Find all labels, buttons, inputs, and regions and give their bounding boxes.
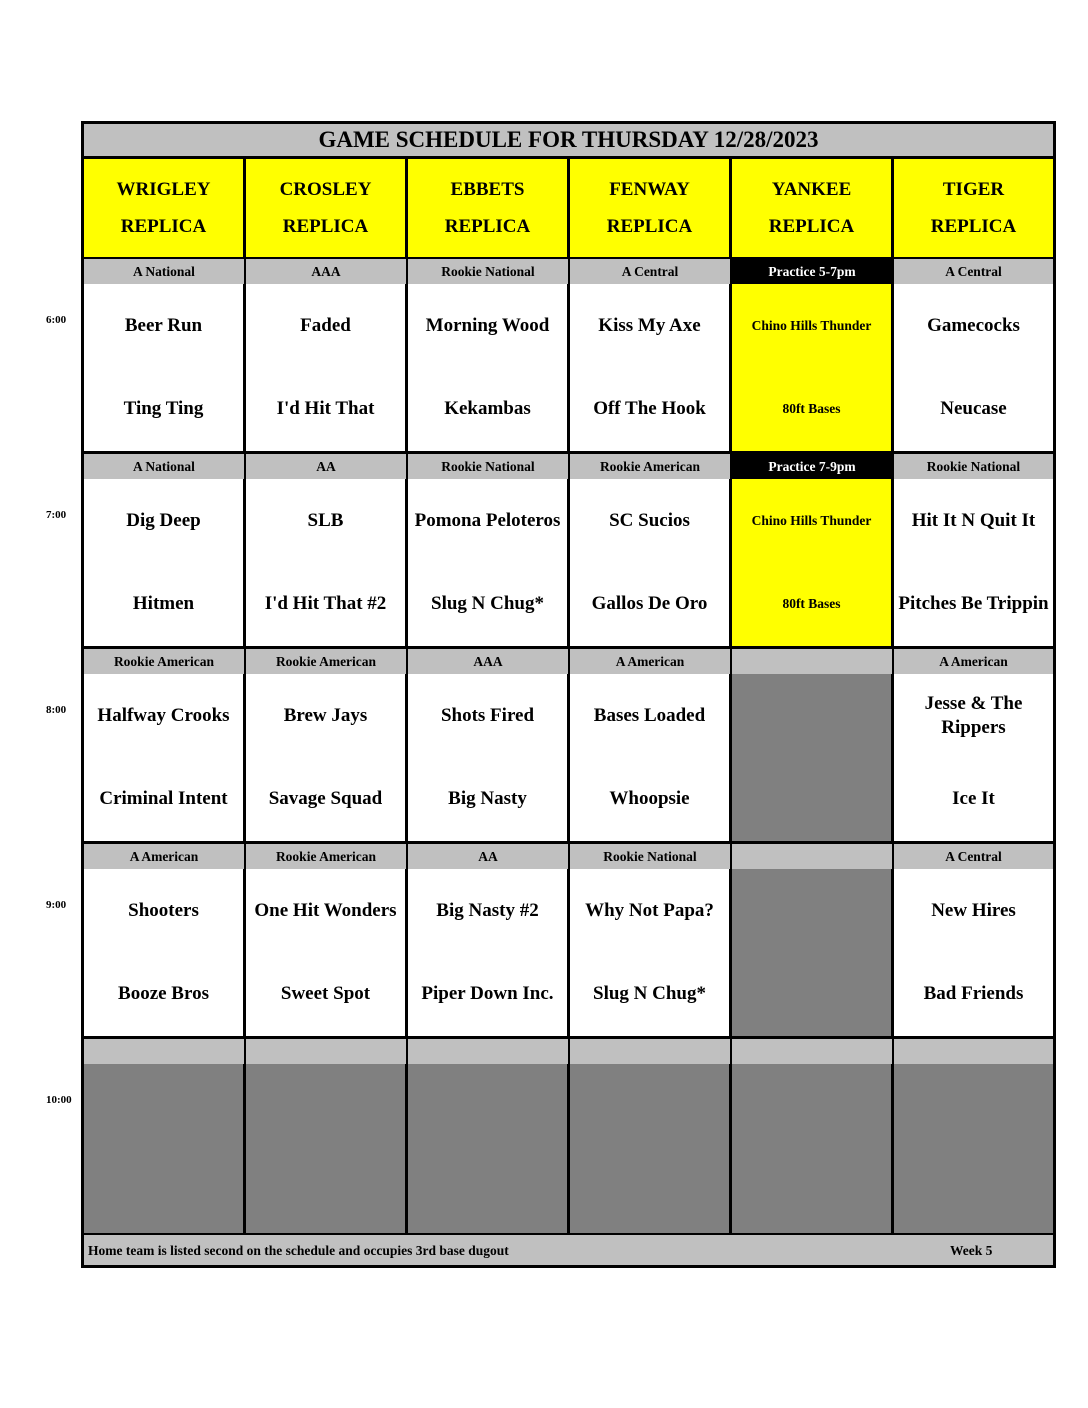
game-cell xyxy=(570,869,732,1039)
home-team: Pitches Be Trippin xyxy=(898,593,1049,615)
game-cell xyxy=(408,284,570,454)
home-team: Hitmen xyxy=(132,593,195,615)
home-team: Off The Hook xyxy=(593,398,706,420)
away-team: Hit It N Quit It xyxy=(911,509,1036,531)
away-team: Dig Deep xyxy=(126,509,201,531)
game-cell xyxy=(246,284,408,454)
division-label xyxy=(732,649,894,674)
home-team: Ice It xyxy=(952,788,995,810)
division-label: A Central xyxy=(894,844,1053,869)
home-team: Big Nasty xyxy=(448,788,527,810)
division-label: Rookie American xyxy=(246,844,408,869)
week-label: Week 5 xyxy=(950,1243,993,1258)
field-subtitle: REPLICA xyxy=(444,216,531,237)
away-team: One Hit Wonders xyxy=(254,899,397,921)
home-team: Slug N Chug* xyxy=(431,593,544,615)
field-header xyxy=(732,159,894,259)
unused-slot xyxy=(246,1064,408,1234)
away-team: Shots Fired xyxy=(440,704,535,726)
field-header xyxy=(894,159,1053,259)
away-team: SLB xyxy=(307,509,344,531)
game-cell xyxy=(408,869,570,1039)
division-label: A American xyxy=(570,649,732,674)
division-label: Rookie American xyxy=(570,454,732,479)
home-team: I'd Hit That xyxy=(276,398,375,420)
home-team: Booze Bros xyxy=(118,983,209,1005)
division-label xyxy=(408,1039,570,1064)
game-cell xyxy=(570,284,732,454)
away-team: Shooters xyxy=(128,899,199,921)
division-label: A American xyxy=(894,649,1053,674)
division-label: Practice 5-7pm xyxy=(732,259,894,284)
home-team: 80ft Bases xyxy=(782,596,841,612)
away-team: Chino Hills Thunder xyxy=(751,317,872,333)
game-cell xyxy=(894,674,1053,844)
division-label: Rookie American xyxy=(246,649,408,674)
home-team: Sweet Spot xyxy=(280,983,371,1005)
home-team: Gallos De Oro xyxy=(591,593,708,615)
away-team: Pomona Peloteros xyxy=(414,509,561,531)
time-label: 9:00 xyxy=(46,899,67,911)
home-team: Kekambas xyxy=(444,398,531,420)
division-label: Rookie National xyxy=(408,454,570,479)
division-label xyxy=(732,1039,894,1064)
division-label: A National xyxy=(84,259,246,284)
away-team: Kiss My Axe xyxy=(598,314,701,336)
away-team: Gamecocks xyxy=(927,314,1020,336)
game-cell xyxy=(246,674,408,844)
away-team: Morning Wood xyxy=(425,314,550,336)
field-subtitle: REPLICA xyxy=(606,216,693,237)
schedule-footer xyxy=(84,1233,1053,1265)
field-subtitle: REPLICA xyxy=(768,216,855,237)
game-cell xyxy=(408,479,570,649)
unused-slot xyxy=(732,869,894,1039)
home-team: I'd Hit That #2 xyxy=(264,593,387,615)
home-team: Neucase xyxy=(940,398,1007,420)
division-label: A Central xyxy=(894,259,1053,284)
division-label: Rookie American xyxy=(84,649,246,674)
unused-slot xyxy=(570,1064,732,1234)
division-label: Rookie National xyxy=(408,259,570,284)
division-label xyxy=(570,1039,732,1064)
away-team: Beer Run xyxy=(124,314,203,336)
division-label xyxy=(246,1039,408,1064)
home-team: Slug N Chug* xyxy=(593,983,706,1005)
home-team: Savage Squad xyxy=(268,788,383,810)
game-cell xyxy=(246,869,408,1039)
game-cell xyxy=(732,479,894,649)
game-cell xyxy=(84,674,246,844)
division-label: A National xyxy=(84,454,246,479)
home-team: 80ft Bases xyxy=(782,401,841,417)
away-team: Halfway Crooks xyxy=(97,704,230,726)
unused-slot xyxy=(732,1064,894,1234)
game-cell xyxy=(84,284,246,454)
game-cell xyxy=(894,869,1053,1039)
division-label: Rookie National xyxy=(894,454,1053,479)
away-team: SC Sucios xyxy=(609,509,690,531)
home-team: Ting Ting xyxy=(123,398,204,420)
away-team: Brew Jays xyxy=(283,704,368,726)
field-subtitle: REPLICA xyxy=(282,216,369,237)
division-label: Rookie National xyxy=(570,844,732,869)
division-label: A American xyxy=(84,844,246,869)
unused-slot xyxy=(894,1064,1053,1234)
schedule-title: GAME SCHEDULE FOR THURSDAY 12/28/2023 xyxy=(84,124,1053,159)
field-header xyxy=(408,159,570,259)
game-cell xyxy=(570,674,732,844)
field-subtitle: REPLICA xyxy=(930,216,1017,237)
time-label: 7:00 xyxy=(46,509,67,521)
home-team: Whoopsie xyxy=(609,788,690,810)
division-label: A Central xyxy=(570,259,732,284)
division-label: AA xyxy=(246,454,408,479)
game-cell xyxy=(84,479,246,649)
field-subtitle: REPLICA xyxy=(120,216,207,237)
division-label: AA xyxy=(408,844,570,869)
division-label xyxy=(732,844,894,869)
field-name: EBBETS xyxy=(450,179,525,200)
field-header xyxy=(246,159,408,259)
away-team: Why Not Papa? xyxy=(585,899,714,921)
game-cell xyxy=(408,674,570,844)
division-label xyxy=(894,1039,1053,1064)
game-cell xyxy=(84,869,246,1039)
away-team: Bases Loaded xyxy=(593,704,706,726)
away-team: Big Nasty #2 xyxy=(436,899,539,921)
field-header xyxy=(570,159,732,259)
division-label: AAA xyxy=(246,259,408,284)
away-team: Faded xyxy=(300,314,351,336)
away-team: New Hires xyxy=(931,899,1016,921)
time-label: 10:00 xyxy=(46,1094,72,1106)
field-header xyxy=(84,159,246,259)
field-name: FENWAY xyxy=(609,179,690,200)
unused-slot xyxy=(408,1064,570,1234)
division-label: AAA xyxy=(408,649,570,674)
field-name: WRIGLEY xyxy=(116,179,211,200)
division-label xyxy=(84,1039,246,1064)
unused-slot xyxy=(84,1064,246,1234)
game-cell xyxy=(246,479,408,649)
division-label: Practice 7-9pm xyxy=(732,454,894,479)
field-name: TIGER xyxy=(942,179,1005,200)
game-cell xyxy=(732,284,894,454)
away-team: Chino Hills Thunder xyxy=(751,512,872,528)
game-cell xyxy=(570,479,732,649)
home-team-note: Home team is listed second on the schedule and occupies 3rd base dugout xyxy=(88,1243,509,1258)
unused-slot xyxy=(732,674,894,844)
schedule-table xyxy=(81,121,1056,1268)
field-name: YANKEE xyxy=(771,179,852,200)
game-cell xyxy=(894,284,1053,454)
home-team: Criminal Intent xyxy=(99,788,228,810)
away-team: Jesse & The Rippers xyxy=(924,692,1023,738)
time-label: 8:00 xyxy=(46,704,67,716)
field-name: CROSLEY xyxy=(279,179,372,200)
home-team: Bad Friends xyxy=(923,983,1024,1005)
home-team: Piper Down Inc. xyxy=(421,983,554,1005)
game-cell xyxy=(894,479,1053,649)
time-label: 6:00 xyxy=(46,314,67,326)
